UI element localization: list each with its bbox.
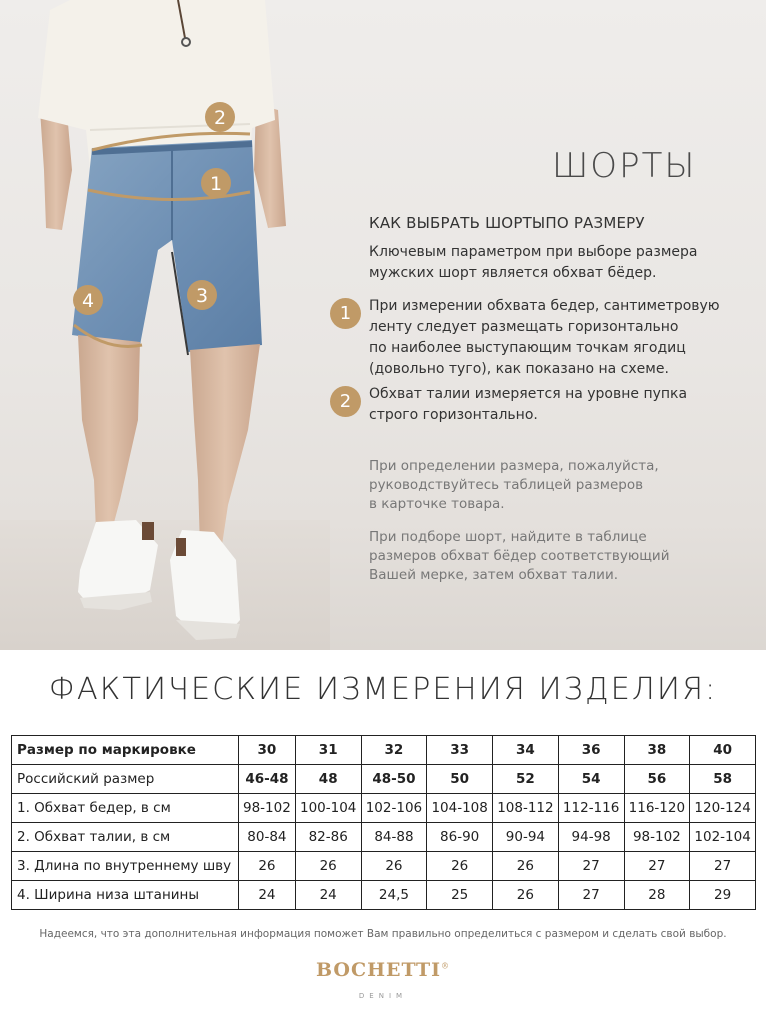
table-cell: 48-50	[361, 765, 427, 794]
table-cell: 26	[493, 881, 559, 910]
table-cell: 54	[558, 765, 624, 794]
table-cell: 33	[427, 736, 493, 765]
model-photo	[0, 0, 330, 650]
table-row	[12, 823, 756, 852]
table-cell: 116-120	[624, 794, 690, 823]
marker-4	[73, 285, 103, 315]
table-cell: 84-88	[361, 823, 427, 852]
footer-note: Надеемся, что эта дополнительная информация поможет Вам правильно определиться с размером и сделать свой выбор.	[39, 928, 727, 940]
table-row	[12, 794, 756, 823]
table-cell: 27	[558, 881, 624, 910]
row-label: 4. Ширина низа штанины	[12, 881, 239, 910]
table-cell: 108-112	[493, 794, 559, 823]
table-row	[12, 765, 756, 794]
table-cell: 26	[295, 852, 361, 881]
svg-text:4: 4	[81, 290, 95, 312]
brand-logo	[0, 959, 766, 981]
table-cell: 56	[624, 765, 690, 794]
marker-3	[187, 280, 217, 310]
svg-text:1: 1	[209, 173, 223, 195]
brand-name: BOCHETTI	[315, 959, 441, 981]
step-number-badge: 1	[330, 298, 361, 329]
table-cell: 94-98	[558, 823, 624, 852]
table-cell: 46-48	[239, 765, 296, 794]
table-cell: 26	[361, 852, 427, 881]
table-cell: 52	[493, 765, 559, 794]
table-cell: 28	[624, 881, 690, 910]
table-cell: 27	[690, 852, 756, 881]
row-label: Размер по маркировке	[12, 736, 239, 765]
svg-text:3: 3	[195, 285, 209, 307]
table-cell: 26	[239, 852, 296, 881]
step-number-badge: 2	[330, 386, 361, 417]
table-cell: 29	[690, 881, 756, 910]
note-size-table: При определении размера, пожалуйста, руководствуйтесь таблицей размеров в карточке товара.	[369, 458, 659, 512]
table-cell: 80-84	[239, 823, 296, 852]
step-text: При измерении обхвата бедер, сантиметровую ленту следует размещать горизонтально по наиболее выступающим точкам ягодиц (довольно туго), как показано на схеме.	[369, 298, 720, 377]
row-label: Российский размер	[12, 765, 239, 794]
registered-mark: ®	[441, 961, 450, 971]
table-cell: 104-108	[427, 794, 493, 823]
table-cell: 50	[427, 765, 493, 794]
table-row	[12, 736, 756, 765]
table-cell: 31	[295, 736, 361, 765]
lead-text: Ключевым параметром при выборе размера мужских шорт является обхват бёдер.	[369, 244, 698, 281]
page-title: ШОРТЫ	[552, 146, 697, 186]
table-cell: 102-106	[361, 794, 427, 823]
row-label: 1. Обхват бедер, в см	[12, 794, 239, 823]
brand-subtitle: DENIM	[358, 992, 408, 1000]
size-table	[11, 735, 756, 910]
table-row	[12, 852, 756, 881]
row-label: 3. Длина по внутреннему шву	[12, 852, 239, 881]
table-cell: 86-90	[427, 823, 493, 852]
table-cell: 58	[690, 765, 756, 794]
table-cell: 30	[239, 736, 296, 765]
table-cell: 48	[295, 765, 361, 794]
table-cell: 100-104	[295, 794, 361, 823]
section-subtitle: КАК ВЫБРАТЬ ШОРТЫПО РАЗМЕРУ	[369, 214, 645, 232]
table-cell: 120-124	[690, 794, 756, 823]
marker-1	[201, 168, 231, 198]
table-cell: 40	[690, 736, 756, 765]
table-cell: 82-86	[295, 823, 361, 852]
table-cell: 25	[427, 881, 493, 910]
svg-text:2: 2	[213, 107, 227, 129]
table-cell: 24,5	[361, 881, 427, 910]
measurements-title: ФАКТИЧЕСКИЕ ИЗМЕРЕНИЯ ИЗДЕЛИЯ:	[48, 672, 718, 707]
table-cell: 27	[558, 852, 624, 881]
table-cell: 26	[427, 852, 493, 881]
table-cell: 32	[361, 736, 427, 765]
table-cell: 36	[558, 736, 624, 765]
marker-2	[205, 102, 235, 132]
table-cell: 102-104	[690, 823, 756, 852]
table-cell: 24	[295, 881, 361, 910]
table-cell: 90-94	[493, 823, 559, 852]
table-cell: 34	[493, 736, 559, 765]
note-choose-shorts: При подборе шорт, найдите в таблице размеров обхват бёдер соответствующий Вашей мерке, затем обхват талии.	[369, 529, 670, 583]
table-cell: 112-116	[558, 794, 624, 823]
table-cell: 26	[493, 852, 559, 881]
step-text: Обхват талии измеряется на уровне пупка строго горизонтально.	[369, 386, 688, 423]
table-cell: 24	[239, 881, 296, 910]
table-cell: 98-102	[624, 823, 690, 852]
table-cell: 27	[624, 852, 690, 881]
table-cell: 98-102	[239, 794, 296, 823]
table-cell: 38	[624, 736, 690, 765]
table-row	[12, 881, 756, 910]
row-label: 2. Обхват талии, в см	[12, 823, 239, 852]
